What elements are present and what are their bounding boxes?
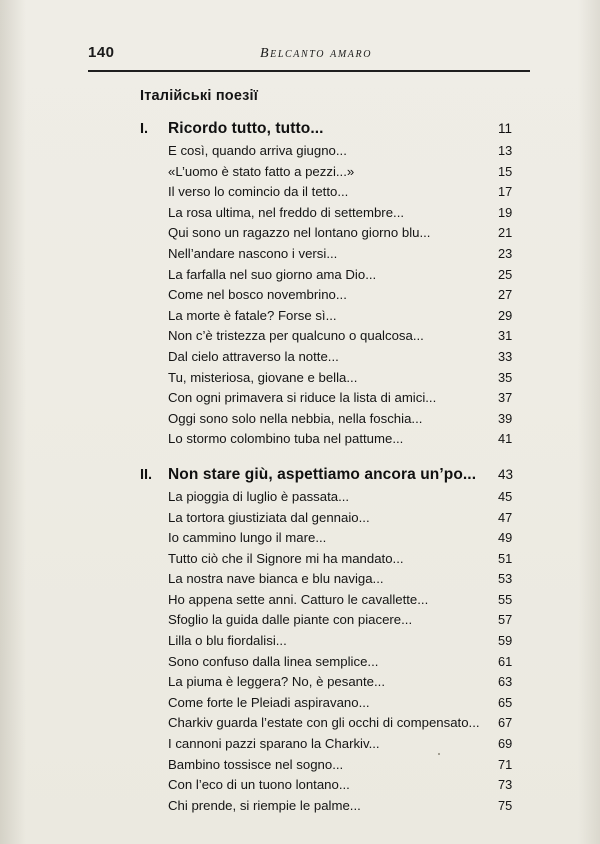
toc-entry <box>140 734 532 755</box>
toc-entry <box>140 347 532 368</box>
toc-entry-title: Lilla o blu fiordalisi... <box>168 633 287 649</box>
toc-entry <box>140 652 532 673</box>
toc-entry <box>140 528 532 549</box>
toc-entry <box>140 755 532 776</box>
toc-entry-title: Come forte le Pleiadi aspiravano... <box>168 694 370 710</box>
page-header <box>88 44 528 62</box>
toc-entry <box>140 508 532 529</box>
toc-entry <box>140 285 532 306</box>
toc-entry-title: Chi prende, si riempie le palme... <box>168 797 361 813</box>
toc-entry <box>140 368 532 389</box>
toc-part-page: 11 <box>498 121 513 136</box>
toc-entry-title: Sono confuso dalla linea semplice... <box>168 653 379 669</box>
toc-entry-title: Come nel bosco novembrino... <box>168 287 347 303</box>
toc-entry-page: 17 <box>498 184 513 200</box>
toc-entry-title: Lo stormo colombino tuba nel pattume... <box>168 431 404 447</box>
toc-part-number: I. <box>140 121 149 137</box>
header-rule <box>88 70 530 72</box>
toc-entry-title: La morte è fatale? Forse sì... <box>168 307 337 323</box>
toc-entry-title: Tu, misteriosa, giovane e bella... <box>168 369 358 385</box>
toc-entry-title: Charkiv guarda l’estate con gli occhi di compensato... <box>168 715 480 731</box>
toc-entry-title: La nostra nave bianca e blu naviga... <box>168 571 384 587</box>
toc-entry <box>140 610 532 631</box>
toc-entry-title: I cannoni pazzi sparano la Charkiv... <box>168 736 380 752</box>
toc-part-page: 43 <box>498 466 514 482</box>
toc-entry <box>140 775 532 796</box>
toc-entry-title: Ho appena sette anni. Catturo le cavallette... <box>168 591 429 607</box>
toc-entry-page: 29 <box>498 307 513 323</box>
toc-entry <box>140 569 532 590</box>
toc-entry-title: La tortora giustiziata dal gennaio... <box>168 509 370 525</box>
toc-entry-page: 39 <box>498 410 513 426</box>
toc-entry-title: Bambino tossisce nel sogno... <box>168 756 344 772</box>
toc-entry-title: Oggi sono solo nella nebbia, nella foschia... <box>168 410 423 426</box>
toc-entry-page: 31 <box>498 328 513 344</box>
toc-entry-title: Sfoglio la guida dalle piante con piacere... <box>168 612 413 628</box>
toc-entry-page: 73 <box>498 777 513 793</box>
toc-part <box>140 466 532 817</box>
toc-entry-title: La piuma è leggera? No, è pesante... <box>168 674 386 690</box>
toc-entry <box>140 429 532 450</box>
toc-entry-page: 53 <box>498 571 513 587</box>
toc-entry-page: 51 <box>498 550 513 566</box>
toc-entry-title: Con ogni primavera si riduce la lista di amici... <box>168 390 437 406</box>
toc-entry-title: «L’uomo è stato fatto a pezzi...» <box>168 163 355 179</box>
toc-entry-page: 15 <box>498 163 513 179</box>
toc-entry-page: 75 <box>498 797 513 813</box>
toc-entry <box>140 326 532 347</box>
toc-entry-page: 63 <box>498 674 513 690</box>
toc-entry <box>140 487 532 508</box>
toc-part-title: Non stare giù, aspettiamo ancora un’po... <box>168 465 477 483</box>
toc-entry <box>140 244 532 265</box>
toc-entry-page: 27 <box>498 287 513 303</box>
toc-entry-page: 21 <box>498 225 513 241</box>
toc-part-number: II. <box>140 466 153 483</box>
toc-entry <box>140 182 532 203</box>
toc-entry <box>140 265 532 286</box>
toc-entry-page: 59 <box>498 633 513 649</box>
toc-entry <box>140 141 532 162</box>
toc-part <box>140 120 532 450</box>
section-title: Італійські поезії <box>140 88 259 104</box>
toc-entry <box>140 306 532 327</box>
toc-part-title: Ricordo tutto, tutto... <box>168 120 324 137</box>
toc-entry-page: 69 <box>498 736 513 752</box>
toc-entry <box>140 409 532 430</box>
toc-entry-page: 57 <box>498 612 513 628</box>
toc-entry-title: E così, quando arriva giugno... <box>168 143 347 158</box>
toc-entry-page: 19 <box>498 204 513 220</box>
toc-entry <box>140 713 532 734</box>
toc-entry-page: 67 <box>498 715 513 731</box>
toc-entry-page: 71 <box>498 756 513 772</box>
toc-entry-page: 25 <box>498 266 513 282</box>
toc-entry-title: La pioggia di luglio è passata... <box>168 488 350 504</box>
toc-entry-page: 65 <box>498 694 513 710</box>
toc-entry-title: Nell’andare nascono i versi... <box>168 245 338 261</box>
toc-entry-page: 49 <box>498 530 513 546</box>
toc-entry-page: 33 <box>498 348 513 364</box>
toc-entry-page: 61 <box>498 653 513 669</box>
table-of-contents <box>140 120 532 818</box>
toc-entry-title: Tutto ciò che il Signore mi ha mandato... <box>168 550 404 566</box>
toc-entry-title: Io cammino lungo il mare... <box>168 530 327 546</box>
page-speck <box>438 753 440 755</box>
toc-entry-page: 41 <box>498 431 513 447</box>
toc-entry-page: 55 <box>498 591 513 607</box>
toc-entry <box>140 590 532 611</box>
running-title: Belcanto amaro <box>259 46 373 61</box>
toc-part-heading <box>140 120 532 138</box>
toc-entry-page: 35 <box>498 369 513 385</box>
toc-entry-page: 45 <box>498 488 513 504</box>
toc-entry-title: Dal cielo attraverso la notte... <box>168 348 339 364</box>
toc-entry-title: Il verso lo comincio da il tetto... <box>168 184 349 200</box>
toc-entry <box>140 672 532 693</box>
toc-entry-page: 47 <box>498 509 513 525</box>
toc-entry-page: 37 <box>498 390 513 406</box>
page-number: 140 <box>88 44 115 61</box>
toc-part-heading <box>140 466 532 484</box>
toc-entry-title: Non c’è tristezza per qualcuno o qualcosa... <box>168 328 424 344</box>
toc-entry <box>140 162 532 183</box>
toc-entry <box>140 693 532 714</box>
toc-entry <box>140 223 532 244</box>
toc-entry-title: Con l’eco di un tuono lontano... <box>168 777 350 793</box>
toc-entry-title: La rosa ultima, nel freddo di settembre... <box>168 204 405 220</box>
toc-entry <box>140 203 532 224</box>
toc-entry-page: 23 <box>498 245 513 261</box>
toc-entry <box>140 796 532 817</box>
toc-entry <box>140 631 532 652</box>
toc-entry-title: La farfalla nel suo giorno ama Dio... <box>168 266 377 282</box>
toc-entry <box>140 549 532 570</box>
toc-entry <box>140 388 532 409</box>
toc-entry-page: 13 <box>498 143 513 158</box>
toc-entry-title: Qui sono un ragazzo nel lontano giorno blu... <box>168 225 431 241</box>
